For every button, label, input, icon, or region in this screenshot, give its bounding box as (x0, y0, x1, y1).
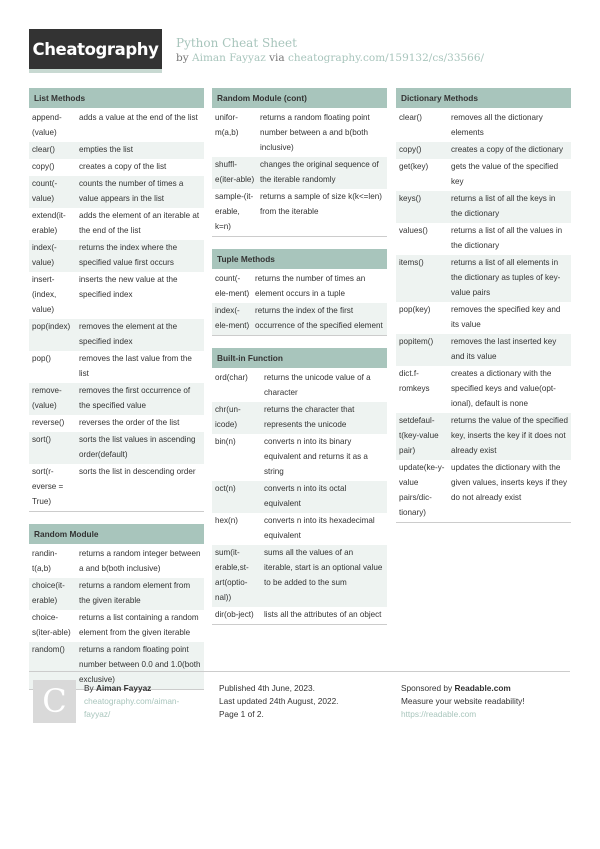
method-description: converts n into its hexadecimal equivalent (264, 516, 375, 540)
method-name: chr(un-icode) (215, 405, 241, 429)
method-description: returns a random element from the given iterable (79, 581, 191, 605)
table-row (29, 383, 204, 415)
table-row (396, 413, 571, 460)
table-row (29, 208, 204, 240)
method-name: unifor-m(a,b) (215, 113, 239, 137)
method-description: removes the element at the specified index (79, 322, 178, 346)
method-name: shuffl-e(iter-able) (215, 160, 255, 184)
published-date: Published 4th June, 2023. (219, 683, 315, 693)
method-name: oct(n) (215, 484, 236, 493)
table-row (396, 302, 571, 334)
method-name: index(-ele-ment) (215, 306, 250, 330)
section-heading: Random Module (29, 524, 204, 544)
table-row (29, 578, 204, 610)
footer-author (84, 682, 202, 721)
footer-by: By (84, 683, 94, 693)
method-description: inserts the new value at the specified index (79, 275, 178, 299)
method-description: updates the dictionary with the given values, inserts keys if they do not already exist (451, 463, 568, 502)
table-row (212, 481, 387, 513)
table-row (29, 142, 204, 159)
method-description: removes the last inserted key and its value (451, 337, 557, 361)
method-name: update(ke-y-value pairs/dic-tionary) (399, 463, 445, 517)
method-description: returns the index where the specified value first occurs (79, 243, 178, 267)
footer-sponsor (401, 682, 571, 721)
method-description: counts the number of times a value appears in the list (79, 179, 184, 203)
author-link[interactable]: Aiman Fayyaz (192, 52, 266, 64)
table-row (212, 110, 387, 157)
method-name: sum(it-erable,st-art(optio-nal)) (215, 548, 249, 602)
table-row (396, 223, 571, 255)
sheet-url-link[interactable]: cheatography.com/159132/cs/33566/ (288, 52, 485, 64)
table-row (396, 334, 571, 366)
method-description: creates a copy of the list (79, 162, 167, 171)
logo-underline (29, 69, 162, 73)
method-name: hex(n) (215, 516, 238, 525)
method-description: returns a random integer between a and b(both inclusive) (79, 549, 201, 573)
table-row (396, 159, 571, 191)
table-row (29, 272, 204, 319)
table-row (212, 189, 387, 236)
method-name: pop(key) (399, 305, 431, 314)
method-description: returns the unicode value of a character (264, 373, 371, 397)
method-name: sort(r-everse = True) (32, 467, 64, 506)
method-name: count(-value) (32, 179, 58, 203)
method-name: setdefaul-t(key-value pair) (399, 416, 439, 455)
method-name: copy() (32, 162, 55, 171)
method-name: popitem() (399, 337, 434, 346)
method-name: choice(it-erable) (32, 581, 65, 605)
method-name: append-(value) (32, 113, 62, 137)
table-row (212, 545, 387, 607)
section-tuple-methods (212, 249, 387, 336)
method-description: returns the value of the specified key, inserts the key if it does not already exist (451, 416, 568, 455)
table-row (29, 610, 204, 642)
section-list-methods (29, 88, 204, 512)
method-description: removes the first occurrence of the specified value (79, 386, 191, 410)
method-description: creates a dictionary with the specified keys and value(opt-ional), default is none (451, 369, 556, 408)
method-name: randin-t(a,b) (32, 549, 58, 573)
table-row (29, 176, 204, 208)
method-description: sorts the list values in ascending order(default) (79, 435, 196, 459)
method-name: ord(char) (215, 373, 248, 382)
sponsor-prefix: Sponsored by (401, 683, 453, 693)
method-description: sums all the values of an iterable, start is an optional value to be added to the sum (264, 548, 383, 587)
method-description: reverses the order of the list (79, 418, 180, 427)
method-description: sorts the list in descending order (79, 467, 196, 476)
table-row (212, 434, 387, 481)
table-row (212, 271, 387, 303)
method-name: sort() (32, 435, 51, 444)
section-random-module (29, 524, 204, 690)
section-random-module-cont (212, 88, 387, 237)
page-title: Python Cheat Sheet (176, 36, 297, 50)
byline-via: via (269, 52, 285, 64)
updated-date: Last updated 24th August, 2022. (219, 696, 339, 706)
method-description: returns a list containing a random element from the given iterable (79, 613, 199, 637)
table-row (212, 402, 387, 434)
method-description: lists all the attributes of an object (264, 610, 382, 619)
method-description: converts n into its binary equivalent and returns it as a string (264, 437, 368, 476)
method-description: returns the character that represents the unicode (264, 405, 355, 429)
method-description: removes the specified key and its value (451, 305, 561, 329)
method-description: changes the original sequence of the iterable randomly (260, 160, 379, 184)
method-name: remove-(value) (32, 386, 62, 410)
method-description: gets the value of the specified key (451, 162, 559, 186)
method-description: adds a value at the end of the list (79, 113, 198, 122)
method-name: dict.f-romkeys (399, 369, 430, 393)
method-name: reverse() (32, 418, 65, 427)
table-row (29, 240, 204, 272)
method-description: returns a random floating point number between a and b(both inclusive) (260, 113, 370, 152)
table-row (396, 255, 571, 302)
table-row (212, 303, 387, 335)
method-name: get(key) (399, 162, 429, 171)
table-row (212, 157, 387, 189)
method-description: returns a sample of size k(k<=len) from the iterable (260, 192, 382, 216)
avatar-letter: C (42, 682, 67, 720)
method-name: pop() (32, 354, 51, 363)
table-row (29, 319, 204, 351)
method-description: converts n into its octal equivalent (264, 484, 347, 508)
method-description: returns a random floating point number between 0.0 and 1.0(both exclusive) (79, 645, 201, 684)
table-row (396, 110, 571, 142)
method-name: index(-value) (32, 243, 57, 267)
method-description: empties the list (79, 145, 133, 154)
sponsor-name[interactable]: Readable.com (454, 683, 511, 693)
method-name: insert-(index, value) (32, 275, 57, 314)
method-description: adds the element of an iterable at the end of the list (79, 211, 200, 235)
byline-by: by (176, 52, 189, 64)
method-name: bin(n) (215, 437, 236, 446)
table-row (396, 191, 571, 223)
table-row (29, 159, 204, 176)
author-avatar[interactable] (33, 680, 76, 723)
method-description: returns the index of the first occurrence of the specified element (255, 306, 383, 330)
method-name: sample-(it-erable, k=n) (215, 192, 254, 231)
method-name: choice-s(iter-able) (32, 613, 71, 637)
method-name: random() (32, 645, 65, 654)
sponsor-url[interactable]: https://readable.com (401, 709, 477, 719)
method-description: returns a list of all elements in the dictionary as tuples of key-value pairs (451, 258, 561, 297)
section-dictionary-methods (396, 88, 571, 523)
method-description: returns a list of all the keys in the dictionary (451, 194, 556, 218)
table-row (29, 110, 204, 142)
section-builtin-function (212, 348, 387, 625)
footer-author-line (84, 682, 202, 695)
table-row (396, 460, 571, 522)
section-heading: Dictionary Methods (396, 88, 571, 108)
cheatography-logo[interactable] (29, 29, 162, 73)
table-row (29, 351, 204, 383)
byline (176, 52, 484, 64)
section-heading: Random Module (cont) (212, 88, 387, 108)
method-name: clear() (32, 145, 55, 154)
section-heading: Tuple Methods (212, 249, 387, 269)
table-row (396, 142, 571, 159)
table-row (29, 432, 204, 464)
method-description: removes all the dictionary elements (451, 113, 543, 137)
method-description: returns a list of all the values in the dictionary (451, 226, 563, 250)
method-name: values() (399, 226, 428, 235)
section-heading: List Methods (29, 88, 204, 108)
table-row (29, 415, 204, 432)
footer-divider (29, 671, 570, 672)
method-name: extend(it-erable) (32, 211, 66, 235)
table-row (212, 513, 387, 545)
table-row (29, 546, 204, 578)
table-row (212, 607, 387, 624)
method-name: keys() (399, 194, 422, 203)
table-row (396, 366, 571, 413)
footer-dates (219, 682, 389, 721)
method-description: creates a copy of the dictionary (451, 145, 564, 154)
sponsor-line (401, 682, 571, 695)
table-row (212, 370, 387, 402)
method-description: returns the number of times an element occurs in a tuple (255, 274, 366, 298)
method-name: clear() (399, 113, 422, 122)
method-name: dir(ob-ject) (215, 610, 254, 619)
footer-author-url[interactable]: cheatography.com/aiman-fayyaz/ (84, 696, 180, 719)
table-row (29, 464, 204, 511)
method-description: removes the last value from the list (79, 354, 192, 378)
method-name: copy() (399, 145, 422, 154)
logo-text: Cheatography (32, 40, 159, 59)
method-name: items() (399, 258, 424, 267)
method-name: pop(index) (32, 322, 71, 331)
sponsor-tagline: Measure your website readability! (401, 696, 525, 706)
method-name: count(-ele-ment) (215, 274, 250, 298)
page-number: Page 1 of 2. (219, 709, 264, 719)
section-heading: Built-in Function (212, 348, 387, 368)
footer-author-name[interactable]: Aiman Fayyaz (96, 683, 152, 693)
